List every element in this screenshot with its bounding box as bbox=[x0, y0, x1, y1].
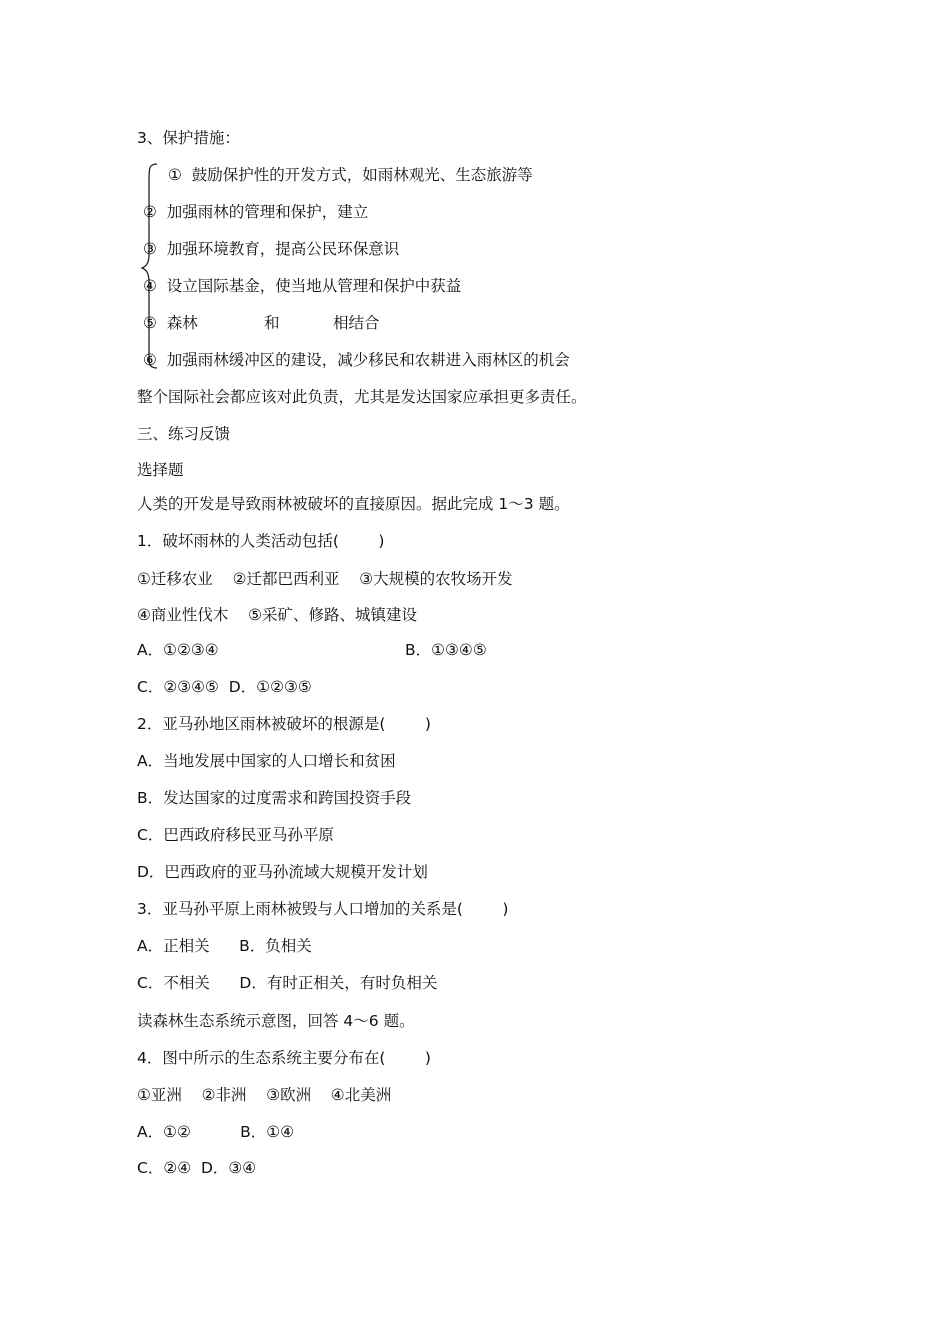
measure-1: ① 鼓励保护性的开发方式，如雨林观光、生态旅游等 bbox=[168, 166, 533, 184]
q4-option-cd: C．②④ D．③④ bbox=[137, 1159, 257, 1177]
q2-option-b: B．发达国家的过度需求和跨国投资手段 bbox=[137, 789, 412, 807]
q2-option-a: A．当地发展中国家的人口增长和贫困 bbox=[137, 752, 396, 770]
measure-5-part-b: 和 bbox=[264, 314, 280, 332]
measure-4: ④ 设立国际基金，使当地从管理和保护中获益 bbox=[143, 277, 462, 295]
q3-option-ab: A．正相关 B．负相关 bbox=[137, 937, 312, 955]
q2-option-d: D．巴西政府的亚马孙流域大规模开发计划 bbox=[137, 863, 428, 881]
q4-items: ①亚洲 ②非洲 ③欧洲 ④北美洲 bbox=[137, 1086, 392, 1104]
q1-items-line1: ①迁移农业 ②迁都巴西利亚 ③大规模的农牧场开发 bbox=[137, 570, 513, 588]
measure-2: ② 加强雨林的管理和保护，建立 bbox=[143, 203, 369, 221]
q1-option-a: A．①②③④ bbox=[137, 641, 219, 659]
section-exercise-heading: 三、练习反馈 bbox=[137, 425, 231, 443]
measure-5-part-a: ⑤ 森林 bbox=[143, 314, 198, 332]
q4-stem: 4．图中所示的生态系统主要分布在( ) bbox=[137, 1049, 431, 1067]
section-3-title: 3、保护措施： bbox=[137, 129, 240, 147]
q1-items-line2: ④商业性伐木 ⑤采矿、修路、城镇建设 bbox=[137, 606, 418, 624]
intro-4-6: 读森林生态系统示意图，回答 4～6 题。 bbox=[137, 1012, 415, 1030]
q3-option-cd: C．不相关 D．有时正相关，有时负相关 bbox=[137, 974, 438, 992]
q3-stem: 3．亚马孙平原上雨林被毁与人口增加的关系是( ) bbox=[137, 900, 509, 918]
international-note: 整个国际社会都应该对此负责，尤其是发达国家应承担更多责任。 bbox=[137, 388, 587, 406]
intro-1-3: 人类的开发是导致雨林被破坏的直接原因。据此完成 1～3 题。 bbox=[137, 495, 570, 513]
q1-stem: 1．破坏雨林的人类活动包括( ) bbox=[137, 532, 385, 550]
q2-stem: 2．亚马孙地区雨林被破坏的根源是( ) bbox=[137, 715, 431, 733]
measure-6: ⑥ 加强雨林缓冲区的建设，减少移民和农耕进入雨林区的机会 bbox=[143, 351, 570, 369]
q1-option-cd: C．②③④⑤ D．①②③⑤ bbox=[137, 678, 312, 696]
q2-option-c: C．巴西政府移民亚马孙平原 bbox=[137, 826, 334, 844]
choice-heading: 选择题 bbox=[137, 461, 184, 479]
curly-brace-icon bbox=[140, 162, 160, 370]
measure-5-part-c: 相结合 bbox=[333, 314, 380, 332]
measure-3: ③ 加强环境教育，提高公民环保意识 bbox=[143, 240, 400, 258]
q4-option-ab: A．①② B．①④ bbox=[137, 1123, 295, 1141]
q1-option-b: B．①③④⑤ bbox=[405, 641, 487, 659]
